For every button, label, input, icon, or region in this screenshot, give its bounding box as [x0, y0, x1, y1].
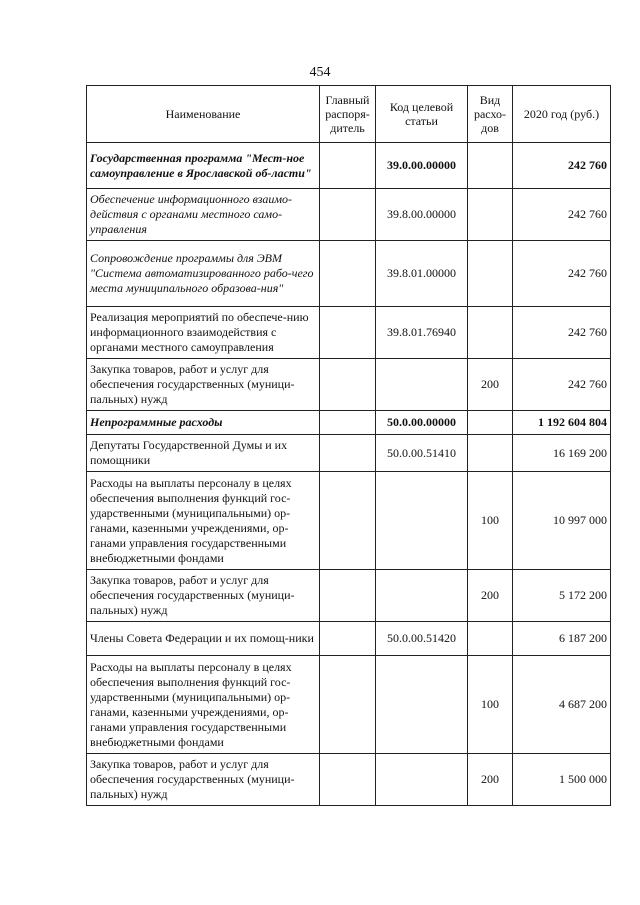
- cell-name: Члены Совета Федерации и их помощ-ники: [87, 622, 320, 656]
- cell-target-code: [376, 472, 468, 570]
- cell-amount-2020: 1 500 000: [513, 754, 611, 806]
- cell-manager: [320, 472, 376, 570]
- cell-target-code: 39.8.01.00000: [376, 241, 468, 307]
- cell-amount-2020: 4 687 200: [513, 656, 611, 754]
- cell-manager: [320, 622, 376, 656]
- cell-manager: [320, 656, 376, 754]
- cell-expense-type: 200: [468, 754, 513, 806]
- cell-manager: [320, 359, 376, 411]
- cell-expense-type: [468, 143, 513, 189]
- cell-name: Закупка товаров, работ и услуг для обеспечения государственных (муници-пальных) нужд: [87, 570, 320, 622]
- cell-expense-type: 100: [468, 472, 513, 570]
- cell-name: Расходы на выплаты персоналу в целях обеспечения выполнения функций гос-ударственными (муниципальными) ор-ганами, казенными учреждениями, ор-ганами управления государственными внебюджетными фондами: [87, 656, 320, 754]
- cell-target-code: 39.8.00.00000: [376, 189, 468, 241]
- cell-amount-2020: 1 192 604 804: [513, 411, 611, 435]
- table-row: [87, 656, 611, 754]
- cell-target-code: 50.0.00.51410: [376, 435, 468, 472]
- table-row: [87, 241, 611, 307]
- cell-target-code: [376, 570, 468, 622]
- cell-target-code: 39.8.01.76940: [376, 307, 468, 359]
- cell-amount-2020: 10 997 000: [513, 472, 611, 570]
- cell-manager: [320, 143, 376, 189]
- cell-expense-type: [468, 241, 513, 307]
- cell-name: Реализация мероприятий по обеспече-нию информационного взаимодействия с органами местного самоуправления: [87, 307, 320, 359]
- cell-manager: [320, 411, 376, 435]
- cell-name: Расходы на выплаты персоналу в целях обеспечения выполнения функций гос-ударственными (муниципальными) ор-ганами, казенными учреждениями, ор-ганами управления государственными внебюджетными фондами: [87, 472, 320, 570]
- cell-amount-2020: 242 760: [513, 241, 611, 307]
- cell-manager: [320, 754, 376, 806]
- cell-expense-type: [468, 189, 513, 241]
- cell-name: Сопровождение программы для ЭВМ "Система автоматизированного рабо-чего места муниципального образова-ния": [87, 241, 320, 307]
- cell-expense-type: 200: [468, 570, 513, 622]
- cell-expense-type: [468, 622, 513, 656]
- cell-amount-2020: 242 760: [513, 143, 611, 189]
- table-row: [87, 622, 611, 656]
- table-row: [87, 307, 611, 359]
- cell-amount-2020: 6 187 200: [513, 622, 611, 656]
- table-row: [87, 570, 611, 622]
- cell-expense-type: [468, 435, 513, 472]
- table-row: [87, 754, 611, 806]
- header-name: Наименование: [87, 86, 320, 143]
- cell-manager: [320, 307, 376, 359]
- cell-name: Непрограммные расходы: [87, 411, 320, 435]
- cell-amount-2020: 242 760: [513, 359, 611, 411]
- cell-target-code: [376, 656, 468, 754]
- table-row: [87, 359, 611, 411]
- cell-manager: [320, 435, 376, 472]
- cell-target-code: [376, 754, 468, 806]
- cell-expense-type: [468, 307, 513, 359]
- header-code: Код целевой статьи: [376, 86, 468, 143]
- page-number: 454: [309, 65, 331, 80]
- cell-amount-2020: 242 760: [513, 307, 611, 359]
- table-header-row: [87, 86, 611, 143]
- cell-manager: [320, 570, 376, 622]
- cell-name: Депутаты Государственной Думы и их помощники: [87, 435, 320, 472]
- cell-name: Государственная программа "Мест-ное самоуправление в Ярославской об-ласти": [87, 143, 320, 189]
- table-row: [87, 189, 611, 241]
- cell-target-code: 39.0.00.00000: [376, 143, 468, 189]
- cell-name: Обеспечение информационного взаимо-действия с органами местного само-управления: [87, 189, 320, 241]
- cell-target-code: 50.0.00.00000: [376, 411, 468, 435]
- budget-table: [86, 85, 611, 806]
- cell-name: Закупка товаров, работ и услуг для обеспечения государственных (муници-пальных) нужд: [87, 359, 320, 411]
- cell-target-code: [376, 359, 468, 411]
- header-manager: Главный распоря-дитель: [320, 86, 376, 143]
- cell-manager: [320, 189, 376, 241]
- cell-amount-2020: 242 760: [513, 189, 611, 241]
- table-row: [87, 472, 611, 570]
- cell-name: Закупка товаров, работ и услуг для обеспечения государственных (муници-пальных) нужд: [87, 754, 320, 806]
- header-type: Вид расхо-дов: [468, 86, 513, 143]
- cell-expense-type: 100: [468, 656, 513, 754]
- header-sum: 2020 год (руб.): [513, 86, 611, 143]
- cell-manager: [320, 241, 376, 307]
- cell-amount-2020: 16 169 200: [513, 435, 611, 472]
- table-row: [87, 411, 611, 435]
- table-row: [87, 143, 611, 189]
- cell-expense-type: 200: [468, 359, 513, 411]
- table-row: [87, 435, 611, 472]
- cell-expense-type: [468, 411, 513, 435]
- cell-amount-2020: 5 172 200: [513, 570, 611, 622]
- cell-target-code: 50.0.00.51420: [376, 622, 468, 656]
